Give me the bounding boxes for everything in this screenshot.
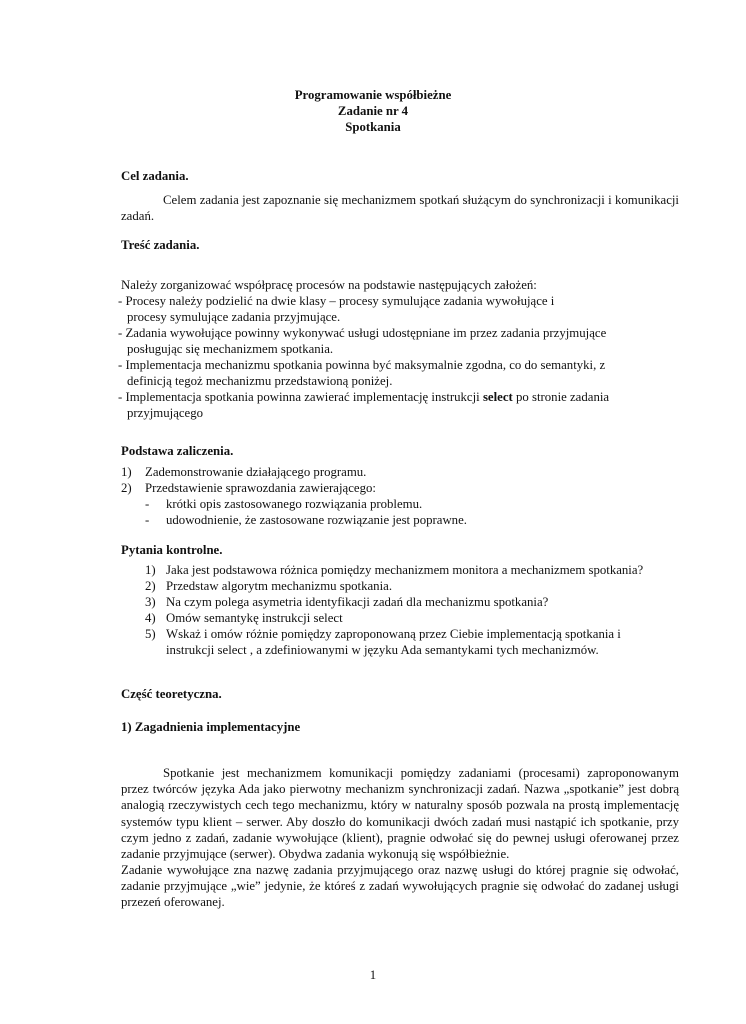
pytanie-num-3: 3) (145, 595, 156, 609)
theory-text-2: Zadanie wywołujące zna nazwę zadania przyjmującego oraz nazwę usługi do której pragnie się odwołać, zadanie przyjmujące „wie” jedynie, że któreś z zadań wywołujących pragnie się odwołać do zadanej usługi przezeń oferowanej. (121, 863, 679, 910)
tresc-line-1: - Procesy należy podzielić na dwie klasy – procesy symulujące zadania wywołujące i (118, 294, 555, 308)
pytanie-1: Jaka jest podstawowa różnica pomiędzy mechanizmem monitora a mechanizmem spotkania? (166, 563, 644, 577)
tresc-line-7-post: po stronie zadania (512, 390, 610, 404)
document-title (0, 87, 746, 135)
pytanie-num-2: 2) (145, 579, 156, 593)
heading-pytania: Pytania kontrolne. (121, 543, 223, 557)
tresc-line-3: - Zadania wywołujące powinny wykonywać usługi udostępniane im przez zadania przyjmujące (118, 326, 607, 340)
tresc-line-2: procesy symulujące zadania przyjmujące. (127, 310, 341, 324)
podstawa-num-1: 1) (121, 465, 132, 479)
podstawa-num-2: 2) (121, 481, 132, 495)
heading-czesc-teoretyczna: Część teoretyczna. (121, 687, 222, 701)
title-line-task: Zadanie nr 4 (337, 104, 409, 118)
tresc-line-4: posługując się mechanizmem spotkania. (127, 342, 334, 356)
tresc-line-7 (118, 389, 609, 405)
theory-paragraph-2 (121, 862, 679, 911)
podstawa-item-1: Zademonstrowanie działającego programu. (145, 465, 367, 479)
podstawa-item-2: Przedstawienie sprawozdania zawierającego: (145, 481, 376, 495)
theory-text: Spotkanie jest mechanizmem komunikacji pomiędzy zadaniami (procesami) zaproponowanym przez twórców języka Ada jako pierwotny mechanizm synchronizacji zadań. Nazwa „spotkanie” jest dobrą analogią rzeczywistych cech tego mechanizmu, który w naturalny sposób pozwala na prostą implementację systemów typu klient – serwer. Aby doszło do komunikacji dwóch zadań musi nastąpić ich spotkanie, przy czym jedno z zadań, zadanie wywołujące (klient), pragnie odwołać się do pewnej usługi oferowanej przez zadanie przyjmujące (serwer). Obydwa zadania wykonują się współbieżnie. (121, 766, 679, 862)
pytanie-5-line-1: Wskaż i omów różnie pomiędzy zaproponowaną przez Ciebie implementacją spotkania i (166, 627, 621, 641)
heading-zagadnienia: 1) Zagadnienia implementacyjne (121, 720, 301, 734)
pytanie-num-1: 1) (145, 563, 156, 577)
tresc-line-5: - Implementacja mechanizmu spotkania powinna być maksymalnie zgodna, co do semantyki, z (118, 358, 606, 372)
heading-cel: Cel zadania. (121, 169, 189, 183)
tresc-intro: Należy zorganizować współpracę procesów na podstawie następujących założeń: (121, 278, 537, 292)
select-keyword: select (482, 390, 513, 404)
cel-paragraph (121, 192, 679, 224)
heading-tresc: Treść zadania. (121, 238, 200, 252)
page-number: 1 (369, 968, 377, 982)
tresc-line-6: definicją tegoż mechanizmu przedstawioną poniżej. (127, 374, 393, 388)
theory-paragraph (121, 765, 679, 862)
podstawa-dash-1: - (145, 497, 150, 511)
pytanie-num-5: 5) (145, 627, 156, 641)
pytanie-2: Przedstaw algorytm mechanizmu spotkania. (166, 579, 393, 593)
pytanie-4: Omów semantykę instrukcji select (166, 611, 343, 625)
podstawa-subitem-2: udowodnienie, że zastosowane rozwiązanie jest poprawne. (166, 513, 467, 527)
pytanie-num-4: 4) (145, 611, 156, 625)
cel-text: Celem zadania jest zapoznanie się mechanizmem spotkań służącym do synchronizacji i komunikacji zadań. (121, 193, 679, 224)
title-line-course: Programowanie współbieżne (294, 88, 452, 102)
tresc-line-7-pre: - Implementacja spotkania powinna zawierać implementację instrukcji (118, 390, 483, 404)
pytanie-3: Na czym polega asymetria identyfikacji zadań dla mechanizmu spotkania? (166, 595, 549, 609)
pytanie-5-line-2: instrukcji select , a zdefiniowanymi w języku Ada semantykami tych mechanizmów. (166, 643, 599, 657)
podstawa-dash-2: - (145, 513, 150, 527)
title-line-topic: Spotkania (345, 120, 401, 134)
tresc-line-8: przyjmującego (127, 406, 204, 420)
podstawa-subitem-1: krótki opis zastosowanego rozwiązania problemu. (166, 497, 423, 511)
heading-podstawa: Podstawa zaliczenia. (121, 444, 234, 458)
